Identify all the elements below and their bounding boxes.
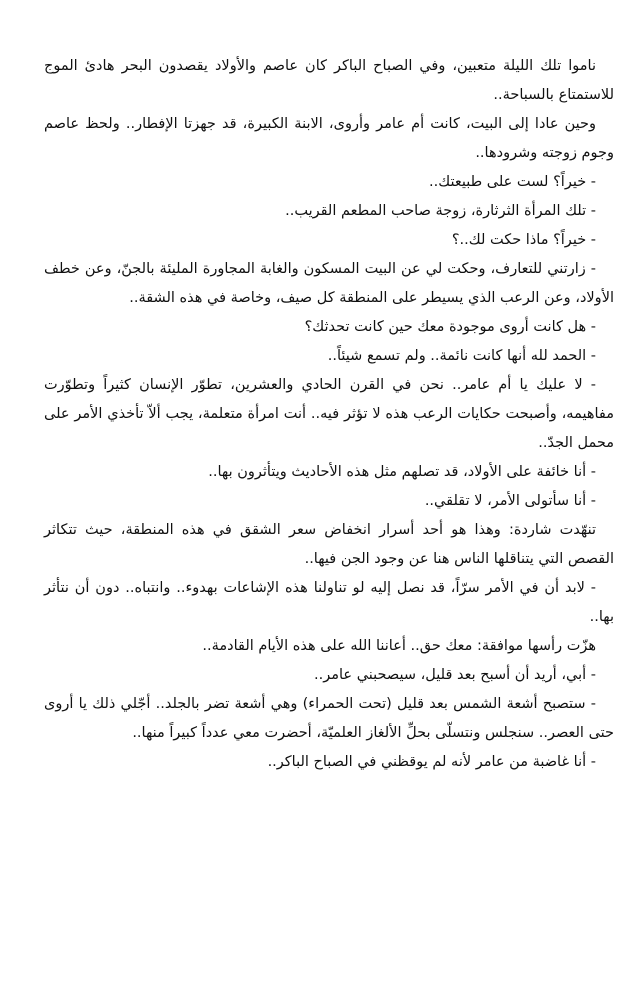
dialog-line: - أبي، أريد أن أسبح بعد قليل، سيصحبني عامر.. [314,667,596,683]
dialog-line: - أنا سأتولى الأمر، لا تقلقي.. [424,493,596,509]
dialog-line: - خيراً؟ ماذا حكت لك..؟ [451,232,596,248]
dialog-line: - لابد أن في الأمر سرّاً، قد نصل إليه لو تناولنا هذه الإشاعات بهدوء.. وانتباه.. دون أن نتأثر بها.. [44,580,614,625]
dialog-line: - هل كانت أروى موجودة معك حين كانت تحدثك؟ [304,319,596,335]
paragraph-narration: هزّت رأسها موافقة: معك حق.. أعاننا الله على هذه الأيام القادمة.. [202,638,596,654]
dialog-line: - لا عليك يا أم عامر.. نحن في القرن الحادي والعشرين، تطوّر الإنسان كثيراً وتطوّرت مفاهيمه، وأصبحت حكايات الرعب هذه لا تؤثر فيه.. أنت امرأة متعلمة، يجب ألاّ تأخذي الأمر على محمل الجدّ.. [44,377,614,451]
document-page [44,52,614,777]
dialog-line: - أنا غاضبة من عامر لأنه لم يوقظني في الصباح الباكر.. [267,754,596,770]
paragraph-return-home: وحين عادا إلى البيت، كانت أم عامر وأروى، الابنة الكبيرة، قد جهزتا الإفطار.. ولحظ عاصم وجوم زوجته وشرودها.. [44,116,614,161]
paragraph-intro: ناموا تلك الليلة متعبين، وفي الصباح الباكر كان عاصم والأولاد يقصدون البحر هادئ الموج للاستمتاع بالسباحة.. [44,58,614,103]
dialog-line: - أنا خائفة على الأولاد، قد تصلهم مثل هذه الأحاديث ويتأثرون بها.. [208,464,596,480]
dialog-line: - خيراً؟ لست على طبيعتك.. [429,174,596,190]
dialog-line: - ستصبح أشعة الشمس بعد قليل (تحت الحمراء) وهي أشعة تضر بالجلد.. أجّلي ذلك يا أروى حتى العصر.. سنجلس ونتسلّى بحلِّ الألغاز العلميّة، أحضرت معي عدداً كبيراً منها.. [44,696,614,741]
dialog-line: - الحمد لله أنها كانت نائمة.. ولم تسمع شيئاً.. [327,348,596,364]
paragraph-narration: تنهّدت شاردة: وهذا هو أحد أسرار انخفاض سعر الشقق في هذه المنطقة، حيث تتكاثر القصص التي يتناقلها الناس هنا عن وجود الجن فيها.. [44,522,614,567]
dialog-line: - زارتني للتعارف، وحكت لي عن البيت المسكون والغابة المجاورة المليئة بالجنّ، وعن خطف الأولاد، وعن الرعب الذي يسيطر على المنطقة كل صيف، وخاصة في هذه الشقة.. [44,261,614,306]
dialog-line: - تلك المرأة الثرثارة، زوجة صاحب المطعم القريب.. [285,203,596,219]
